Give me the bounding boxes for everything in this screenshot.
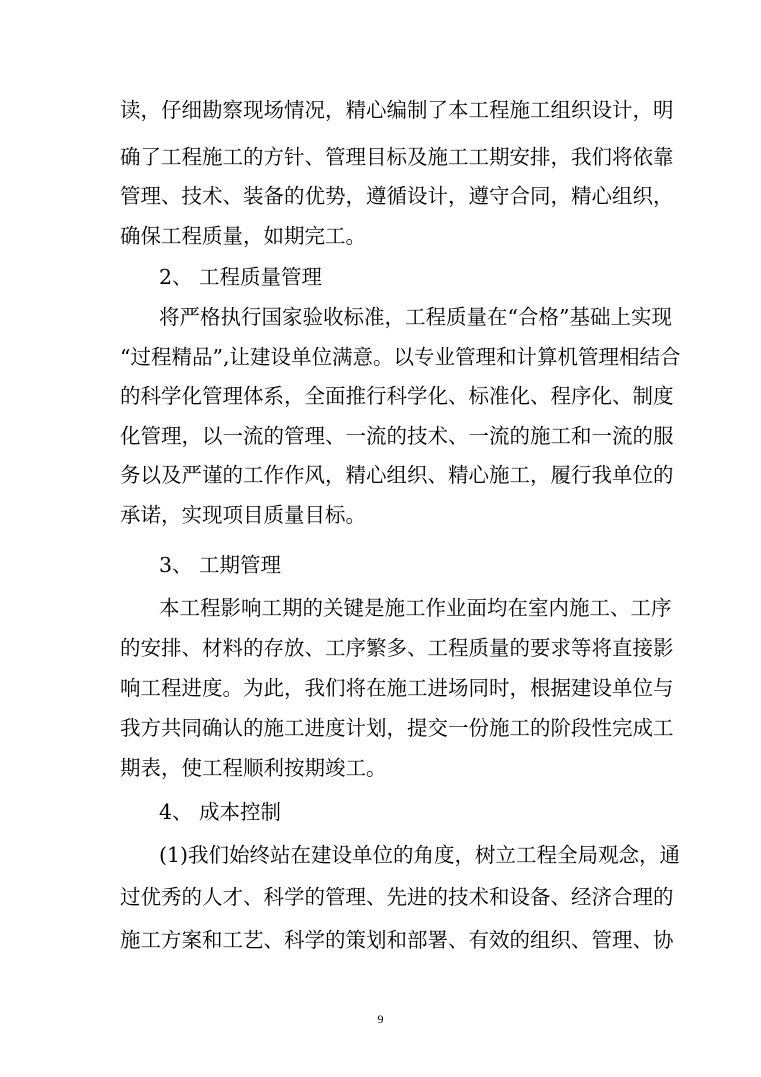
body-text-line: 化管理，以一流的管理、一流的技术、一流的施工和一流的服 (120, 424, 674, 448)
body-text-line: 确保工程质量，如期完工。 (120, 224, 366, 248)
body-text-line: 管理、技术、装备的优势，遵循设计，遵守合同，精心组织， (120, 184, 674, 208)
section-heading: 2、 工程质量管理 (159, 265, 323, 289)
body-text-line: 期表，使工程顺利按期竣工。 (120, 756, 387, 780)
body-text-line: 施工方案和工艺、科学的策划和部署、有效的组织、管理、协 (120, 928, 674, 952)
body-text-line: 承诺，实现项目质量目标。 (120, 503, 366, 527)
body-text-line: 读，仔细勘察现场情况，精心编制了本工程施工组织设计，明 (120, 98, 674, 122)
body-text-line: 响工程进度。为此，我们将在施工进场同时，根据建设单位与 (120, 676, 674, 700)
body-text-line: 的安排、材料的存放、工序繁多、工程质量的要求等将直接影 (120, 636, 674, 660)
body-text-line: 确了工程施工的方针、管理目标及施工工期安排，我们将依靠 (120, 145, 674, 169)
body-text-line: (1)我们始终站在建设单位的角度，树立工程全局观念，通 (159, 843, 681, 867)
body-text-line: 过优秀的人才、科学的管理、先进的技术和设备、经济合理的 (120, 885, 674, 909)
body-text-line: “过程精品”,让建设单位满意。以专业管理和计算机管理相结合 (120, 345, 681, 369)
body-text-line: 我方共同确认的施工进度计划，提交一份施工的阶段性完成工 (120, 716, 674, 740)
body-text-line: 的科学化管理体系，全面推行科学化、标准化、程序化、制度 (120, 384, 674, 408)
page-number: 9 (377, 1012, 384, 1026)
body-text-line: 务以及严谨的工作作风，精心组织、精心施工，履行我单位的 (120, 463, 674, 487)
section-heading: 4、 成本控制 (159, 800, 282, 824)
section-heading: 3、 工期管理 (159, 553, 282, 577)
body-text-line: 将严格执行国家验收标准，工程质量在“合格”基础上实现 (159, 305, 672, 329)
body-text-line: 本工程影响工期的关键是施工作业面均在室内施工、工序 (159, 596, 672, 620)
